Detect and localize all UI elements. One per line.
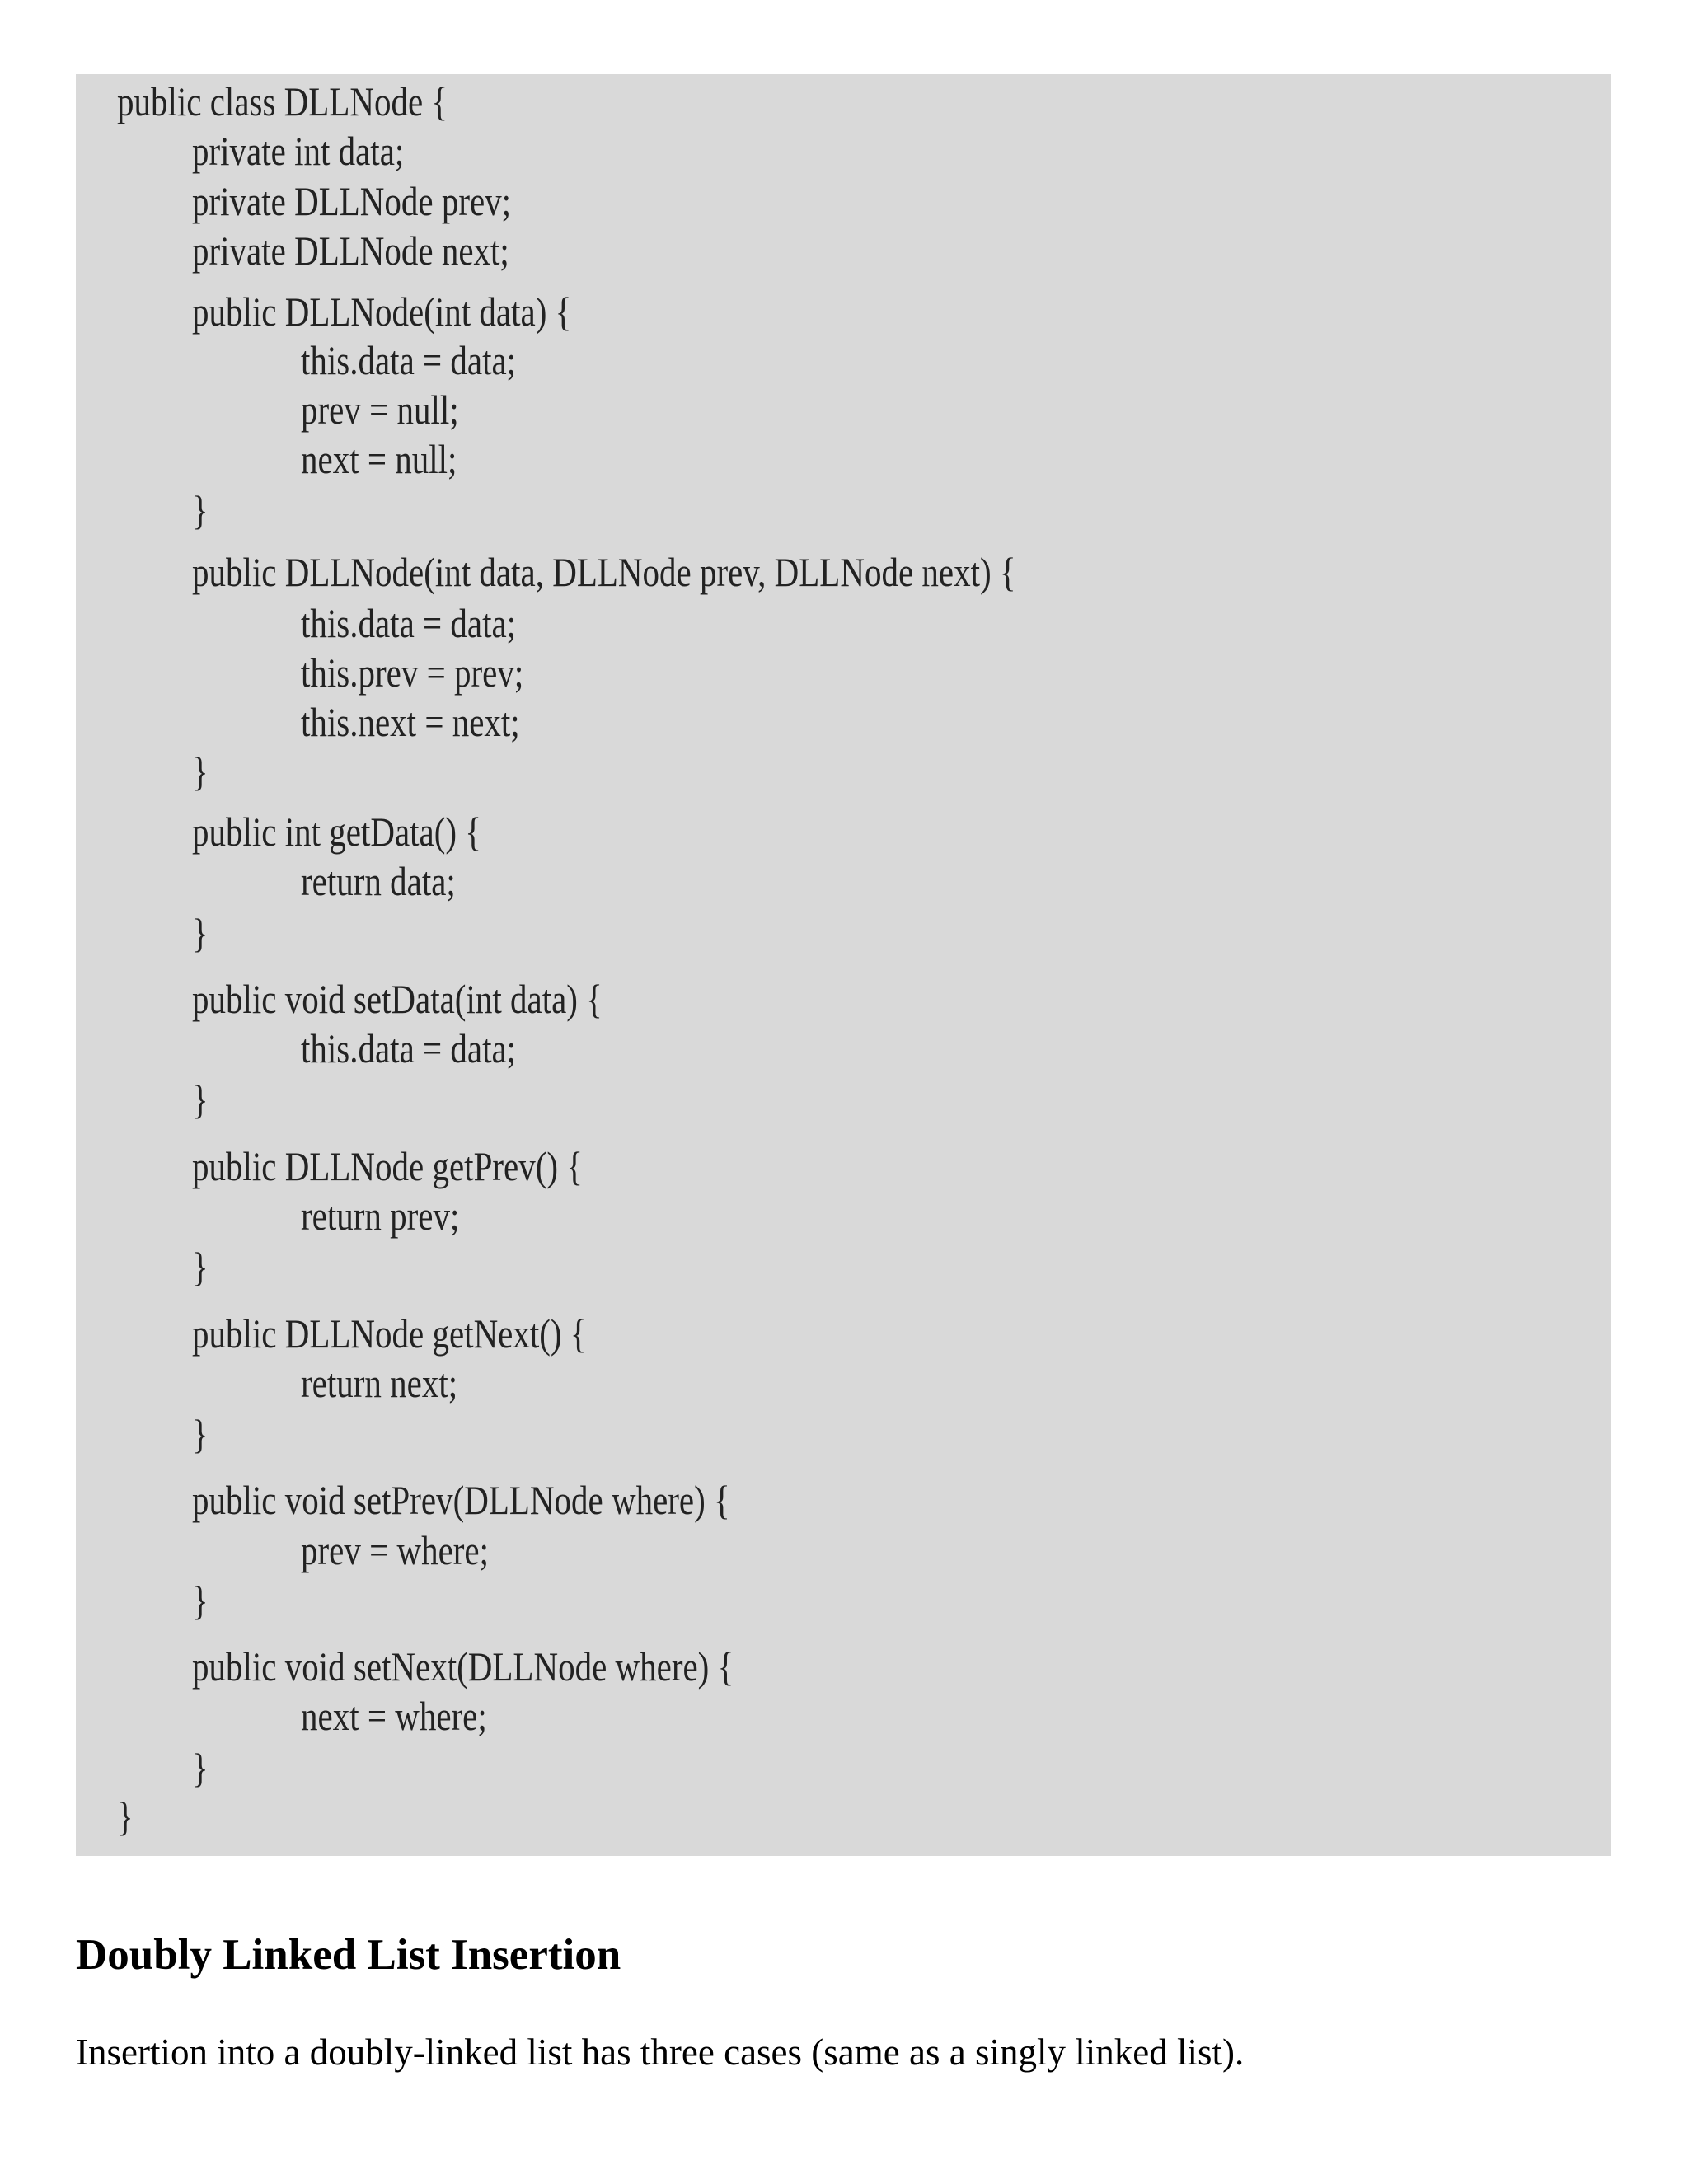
code-line: private int data;: [192, 128, 405, 174]
code-line: this.next = next;: [301, 699, 520, 745]
code-line: }: [192, 1244, 209, 1290]
code-line: this.data = data;: [301, 337, 517, 383]
code-figure: [76, 74, 1611, 1856]
code-line: return data;: [301, 858, 456, 904]
code-line: }: [192, 748, 209, 794]
code-line: next = where;: [301, 1693, 487, 1739]
code-line: next = null;: [301, 436, 457, 482]
code-line: }: [192, 910, 209, 956]
code-line: this.data = data;: [301, 600, 517, 646]
code-line: public DLLNode getNext() {: [192, 1310, 587, 1357]
code-line: this.prev = prev;: [301, 649, 524, 696]
code-line: }: [192, 1745, 209, 1791]
code-line: prev = where;: [301, 1527, 490, 1573]
code-line: prev = null;: [301, 387, 459, 433]
section-heading: Doubly Linked List Insertion: [76, 1931, 621, 1979]
code-line: public DLLNode getPrev() {: [192, 1143, 583, 1189]
code-line: this.data = data;: [301, 1025, 517, 1071]
code-line: }: [117, 1793, 134, 1840]
code-line: public void setData(int data) {: [192, 976, 603, 1022]
code-line: return next;: [301, 1360, 458, 1406]
code-line: }: [192, 1076, 209, 1122]
code-line: }: [192, 1411, 209, 1457]
code-line: public void setNext(DLLNode where) {: [192, 1643, 734, 1690]
code-line: public class DLLNode {: [117, 78, 448, 124]
code-line: }: [192, 1577, 209, 1624]
code-line: private DLLNode next;: [192, 227, 509, 274]
code-line: public DLLNode(int data) {: [192, 288, 572, 335]
code-line: }: [192, 487, 209, 533]
code-line: public DLLNode(int data, DLLNode prev, DLLNode next) {: [192, 549, 1016, 595]
body-paragraph: Insertion into a doubly-linked list has three cases (same as a singly linked list).: [76, 2032, 1245, 2073]
code-line: private DLLNode prev;: [192, 178, 512, 224]
code-line: public void setPrev(DLLNode where) {: [192, 1477, 730, 1523]
code-line: public int getData() {: [192, 808, 481, 855]
code-line: return prev;: [301, 1193, 460, 1239]
